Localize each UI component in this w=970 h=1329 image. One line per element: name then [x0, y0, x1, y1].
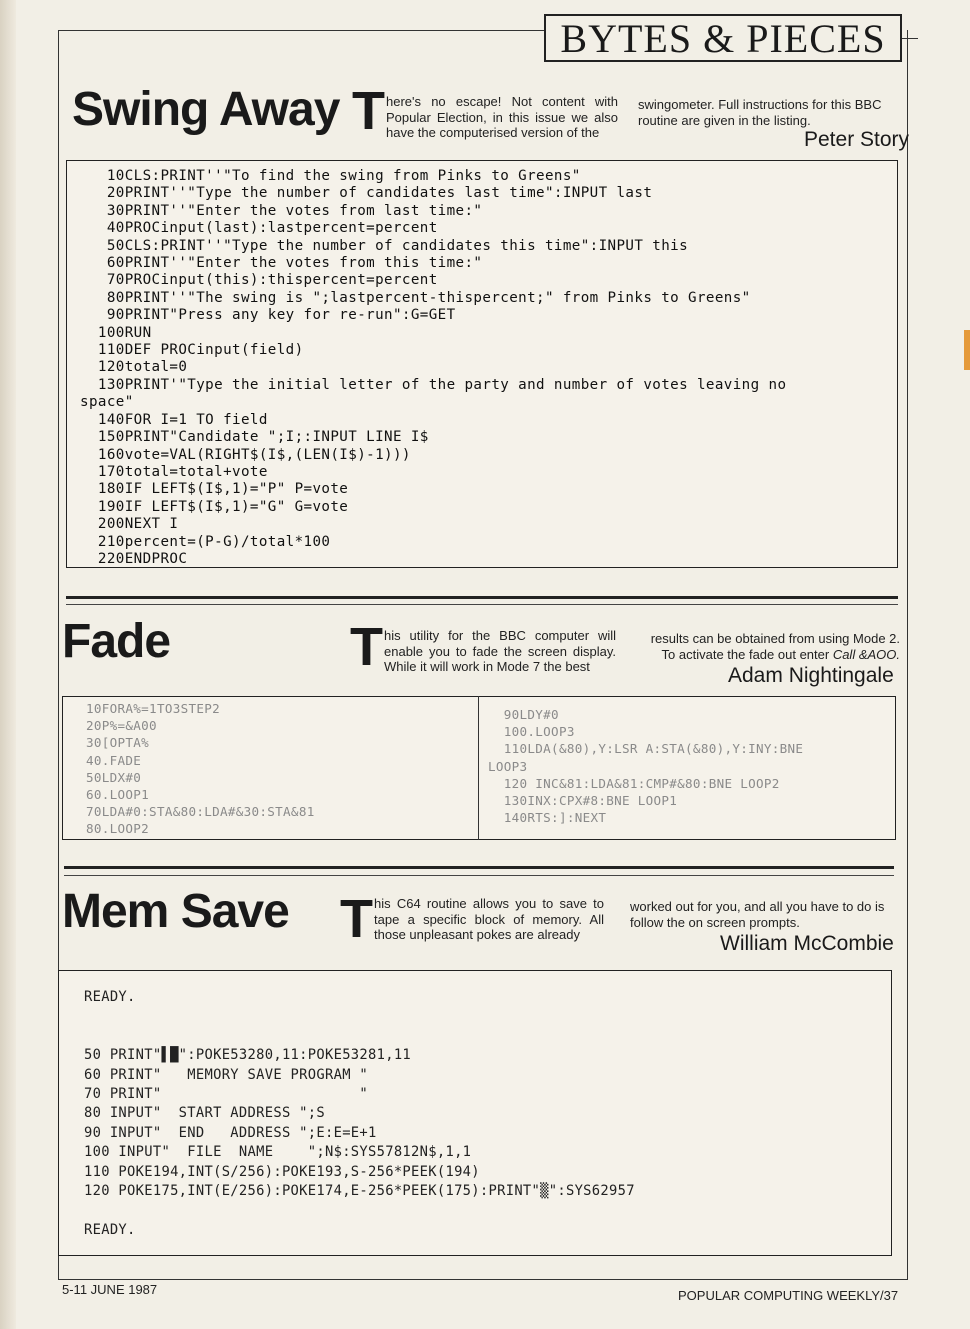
code-line: 110 POKE194,INT(S/256):POKE193,S-256*PEEK(194) — [84, 1163, 480, 1180]
code-line: 120 INC&81:LDA&81:CMP#&80:BNE LOOP2 — [488, 775, 780, 791]
code-line: 90 INPUT" END ADDRESS ";E:E=E+1 — [84, 1124, 377, 1141]
code-line: 50CLS:PRINT''"Type the number of candidates this time":INPUT this — [80, 237, 689, 254]
code-line: 30[OPTA% — [86, 735, 150, 751]
intro-text-col2: swingometer. Full instructions for this BBC routine are given in the listing. — [638, 97, 882, 128]
section-divider-thin — [64, 875, 894, 876]
code-line: 70PROCinput(this):thispercent=percent — [80, 272, 438, 289]
code-line: 140FOR I=1 TO field — [80, 411, 268, 428]
intro-text-col1: his utility for the BBC computer will enable you to fade the screen display. While it will work in Mode 7 the best — [384, 628, 616, 674]
code-line: space" — [80, 394, 134, 411]
code-line: 60.LOOP1 — [86, 787, 150, 803]
section-divider — [66, 596, 898, 599]
code-line: 90PRINT"Press any key for re-run":G=GET — [80, 307, 456, 324]
page-binding-shadow — [0, 0, 16, 1329]
code-line: 10FORA%=1TO3STEP2 — [86, 701, 220, 716]
code-line: LOOP3 — [488, 758, 528, 774]
intro-text-col2-main: results can be obtained from using Mode 2. To activate the fade out enter — [650, 631, 900, 662]
code-line: 60 PRINT" MEMORY SAVE PROGRAM " — [84, 1066, 369, 1083]
code-line: 110DEF PROCinput(field) — [80, 342, 304, 359]
code-line: 180IF LEFT$(I$,1)="P" P=vote — [80, 481, 349, 498]
code-line — [84, 1201, 635, 1220]
intro-text-col1: his C64 routine allows you to save to tape a specific block of memory. All those unpleasant pokes are already — [374, 896, 604, 942]
listing-column-divider — [478, 696, 479, 840]
page-edge-tab — [964, 330, 970, 370]
drop-cap: T — [340, 889, 373, 949]
code-line: 50LDX#0 — [86, 769, 142, 785]
code-line: 100.LOOP3 — [488, 724, 575, 740]
article-title: Mem Save — [62, 885, 289, 938]
author-byline: William McCombie — [720, 932, 894, 955]
code-line: 150PRINT"Candidate ";I;:INPUT LINE I$ — [80, 429, 429, 446]
code-line: 40.FADE — [86, 752, 142, 768]
section-banner: BYTES & PIECES — [544, 14, 902, 62]
code-line: 210percent=(P-G)/total*100 — [80, 533, 331, 550]
code-line: 40PROCinput(last):lastpercent=percent — [80, 220, 438, 237]
code-line: 160vote=VAL(RIGHT$(I$,(LEN(I$)-1))) — [80, 446, 411, 463]
code-line: 140RTS:]:NEXT — [488, 810, 607, 826]
code-line: 80PRINT''"The swing is ";lastpercent-thispercent;" from Pinks to Greens" — [80, 289, 751, 306]
code-line: 120 POKE175,INT(E/256):POKE174,E-256*PEEK(175):PRINT"▒":SYS62957 — [84, 1183, 635, 1200]
code-line — [84, 1027, 635, 1046]
code-line: 10CLS:PRINT''"To find the swing from Pinks to Greens" — [80, 168, 581, 184]
code-line: 130INX:CPX#8:BNE LOOP1 — [488, 793, 678, 809]
frame-top-rule — [58, 30, 544, 31]
code-line: 200NEXT I — [80, 516, 179, 533]
code-line: 80 INPUT" START ADDRESS ";S — [84, 1105, 325, 1122]
code-line: 60PRINT''"Enter the votes from this time:" — [80, 255, 483, 272]
article-title: Swing Away — [72, 83, 340, 136]
code-line: 130PRINT'"Type the initial letter of the party and number of votes leaving no — [80, 376, 787, 393]
code-line: READY. — [84, 1221, 136, 1238]
code-listing-left — [86, 700, 315, 838]
author-byline: Peter Story — [804, 128, 910, 151]
code-line: 20PRINT''"Type the number of candidates last time":INPUT last — [80, 185, 653, 202]
code-line: 220ENDPROC — [80, 550, 188, 567]
code-line: 70LDA#0:STA&80:LDA#&30:STA&81 — [86, 804, 315, 820]
article-title: Fade — [62, 615, 171, 668]
code-listing-right — [488, 706, 803, 826]
code-line: 80.LOOP2 — [86, 821, 150, 837]
intro-text-col1: here's no escape! Not content with Popular Election, in this issue we also have the computerised version of the — [386, 94, 618, 140]
code-listing — [80, 168, 786, 568]
section-divider-thin — [66, 604, 898, 605]
code-line: 190IF LEFT$(I$,1)="G" G=vote — [80, 498, 349, 515]
issue-date: 5-11 JUNE 1987 — [62, 1282, 158, 1297]
code-line: 90LDY#0 — [488, 707, 559, 722]
code-line: 50 PRINT"▌█":POKE53280,11:POKE53281,11 — [84, 1047, 412, 1064]
code-line: 170total=total+vote — [80, 463, 268, 480]
code-line: 30PRINT''"Enter the votes from last time:" — [80, 202, 483, 219]
code-line — [84, 1007, 635, 1026]
intro-text-col2: worked out for you, and all you have to do is follow the on screen prompts. — [630, 899, 885, 930]
code-line: 20P%=&A00 — [86, 718, 157, 734]
intro-text-col2-command: Call &AOO. — [832, 646, 900, 662]
code-line: 110LDA(&80),Y:LSR A:STA(&80),Y:INY:BNE — [488, 741, 804, 757]
frame-top-rule-right — [900, 38, 918, 39]
drop-cap: T — [350, 617, 383, 677]
code-line: 100 INPUT" FILE NAME ";N$:SYS57812N$,1,1 — [84, 1144, 472, 1161]
publication-folio: POPULAR COMPUTING WEEKLY/37 — [678, 1288, 899, 1303]
code-line: READY. — [84, 989, 136, 1005]
drop-cap: T — [352, 81, 385, 141]
code-line: 120total=0 — [80, 359, 188, 376]
section-divider — [64, 866, 894, 869]
intro-text-col2 — [636, 631, 900, 662]
code-listing — [84, 988, 635, 1240]
code-line: 70 PRINT" " — [84, 1086, 369, 1103]
author-byline: Adam Nightingale — [728, 664, 894, 687]
code-line: 100RUN — [80, 324, 152, 341]
